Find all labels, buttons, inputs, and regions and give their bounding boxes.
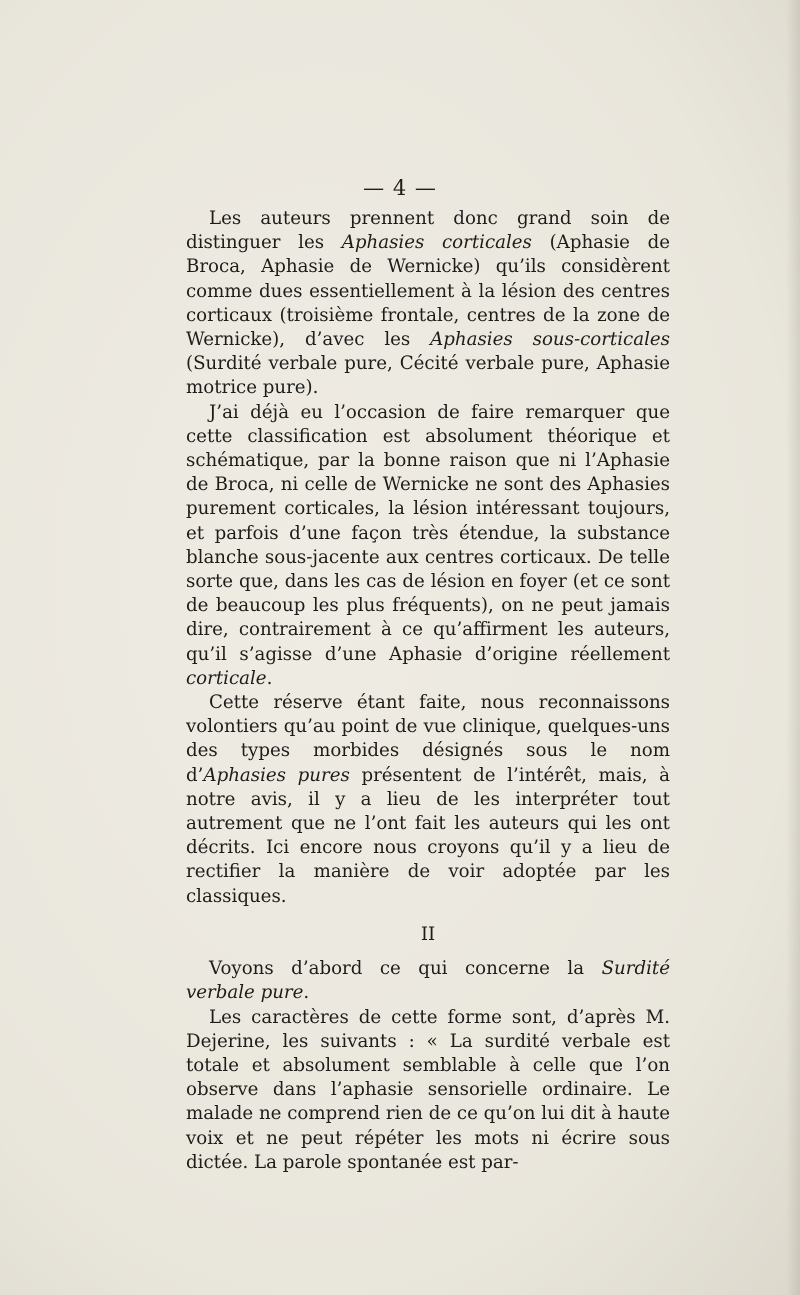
section-heading: II <box>420 923 436 945</box>
text-run: . <box>303 982 310 1004</box>
text-run: (Surdité verbale pure, Cécité verbale pure, Aphasie motrice pure). <box>186 353 670 399</box>
text-run: présentent de l’intérêt, mais, à notre avis, il y a lieu de les interpréter tout autrement que ne l’ont fait les auteurs qui les ont décrits. Ici encore nous croyons qu’il y a lieu de rectifier la manière de voir adoptée par les classiques. <box>186 764 670 907</box>
paragraph-2 <box>186 401 670 691</box>
italic-run: corticale <box>186 667 267 689</box>
page-number: — 4 — <box>363 176 437 200</box>
text-run: Cette réserve étant faite, nous reconnaissons volontiers qu’au point de vue clinique, quelques-uns des types morbides désignés sous le nom d’ <box>186 692 670 786</box>
text-run: J’ai déjà eu l’occasion de faire remarquer que cette classification est absolument théorique et schématique, par la bonne raison que ni l’Aphasie de Broca, ni celle de Wernicke ne sont des Aphasies purement corticales, la lésion intéressant toujours, et parfois d’une façon très étendue, la substance blanche sous-jacente aux centres corticaux. De telle sorte que, dans les cas de lésion en foyer (et ce sont de beaucoup les plus fréquents), on ne peut jamais dire, contrairement à ce qu’affirment les auteurs, qu’il s’agisse d’une Aphasie d’origine réellement <box>186 401 670 665</box>
paragraph-4 <box>186 957 670 1005</box>
text-run: (Aphasie de Broca, Aphasie de Wernicke) qu’ils considèrent comme dues essentiellement à la lésion des centres corticaux (troisième frontale, centres de la zone de Wernicke), d’avec les <box>186 232 671 351</box>
paragraph-3 <box>186 691 670 909</box>
italic-run: Aphasies corticales <box>341 232 532 254</box>
italic-run: Surdité verbale pure <box>186 958 670 1004</box>
paragraph-5 <box>186 1006 670 1175</box>
italic-run: Aphasies sous-corticales <box>430 329 670 351</box>
text-run: Les caractères de cette forme sont, d’après M. Dejerine, les suivants : « La surdité verbale est totale et absolument semblable à celle que l’on observe dans l’aphasie sensorielle ordinaire. Le malade ne comprend rien de ce qu’on lui dit à haute voix et ne peut répéter les mots ni écrire sous dictée. La parole spontanée est par- <box>186 1006 670 1173</box>
text-run: . <box>266 667 273 689</box>
italic-run: Aphasies pures <box>203 764 350 786</box>
text-run: Les auteurs prennent donc grand soin de distinguer les <box>186 208 670 254</box>
paragraph-1 <box>186 207 670 401</box>
body-text <box>186 207 670 1175</box>
text-run: Voyons d’abord ce qui concerne la <box>209 958 602 980</box>
